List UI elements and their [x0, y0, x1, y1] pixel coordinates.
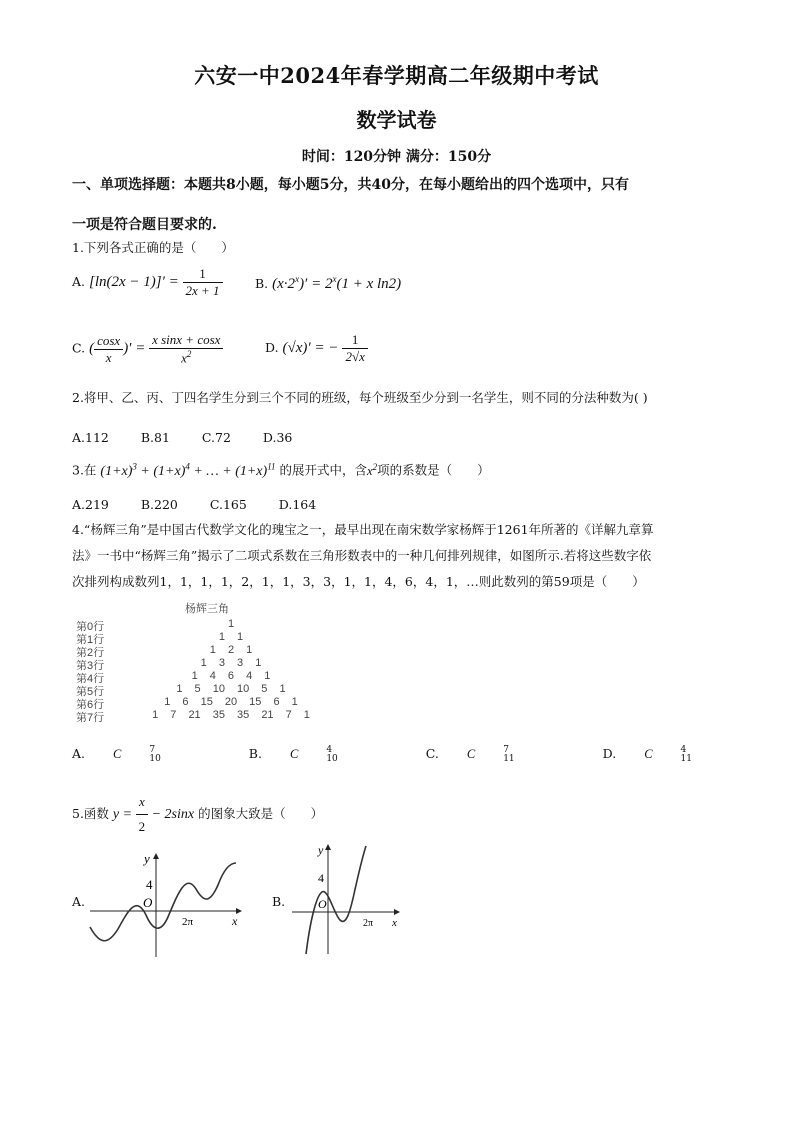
q3-option-b: B.220: [140, 497, 178, 512]
time-score: 时间：120分钟 满分：150分: [301, 149, 492, 165]
svg-text:O: O: [318, 897, 327, 911]
q4-line3: 次排列构成数列1，1，1，1，2，1，1，3，3，1，1，4，6，4，1，…则此数列的第59项是（ ）: [72, 574, 645, 589]
svg-text:2π: 2π: [182, 916, 194, 928]
q1-option-a: A. [ln(2x − 1)]′ = $\frac{1}{2x + 1}$: [72, 266, 223, 299]
q4-option-c: C. C 7 11: [425, 744, 515, 764]
q5-stem: 5.函数 y = $\frac{x}{2}$ − 2sinx 的图象大致是（ ）: [72, 790, 323, 839]
q4-option-d: D. C 4 11: [602, 744, 692, 764]
svg-text:O: O: [143, 895, 153, 910]
q3-suffix2: 项的系数是（ ）: [377, 462, 490, 478]
q2-stem: 2.将甲、乙、丙、丁四名学生分到三个不同的班级，每个班级至少分到一名学生，则不同的分法种数为( ): [72, 390, 648, 405]
q3-option-a: A.219: [72, 497, 109, 512]
q5-option-b-label: B.: [272, 894, 286, 909]
q3-option-d: D.164: [278, 497, 317, 512]
exam-subject: 数学试卷: [356, 108, 437, 132]
q3-options: [72, 493, 344, 517]
q3-stem: 3.在 $(1+x)^3 + (1+x)^4$ + … + $(1+x)^{11}$ 的展开式中，含$x^2$项的系数是（ ）: [72, 461, 490, 479]
q1-option-d: D. (√x)′ = − $\frac{1}{2√x}$: [265, 332, 368, 365]
curve-b: [306, 846, 366, 954]
q3-prefix: 3.在: [72, 462, 97, 478]
q1-c-label: C.: [72, 340, 86, 356]
q4-options: [72, 742, 776, 766]
q2-option-d: D.36: [262, 430, 293, 445]
q1-option-b: B. $(x\cdot 2^x)' = 2^x(1 + x$ ln2): [255, 274, 402, 292]
svg-text:y: y: [318, 843, 324, 857]
q4-option-b: B. C 4 10: [248, 744, 338, 764]
exam-title: 六安一中2024年春学期高二年级期中考试: [194, 63, 599, 88]
q5-graph-b: [288, 842, 408, 957]
q1-d-label: D.: [265, 340, 279, 355]
svg-text:4: 4: [146, 877, 153, 892]
svg-text:x: x: [232, 914, 238, 928]
q1-b-label: B.: [255, 276, 269, 291]
q2-option-c: C.72: [201, 430, 231, 445]
q1-stem: 1.下列各式正确的是（ ）: [72, 240, 234, 255]
triangle-title: 杨辉三角: [185, 603, 229, 615]
curve-a: [90, 863, 236, 941]
svg-text:y: y: [144, 851, 150, 866]
section-heading-line1: 一、单项选择题：本题共8小题，每小题5分，共40分，在每小题给出的四个选项中，只有: [72, 177, 629, 193]
q3-option-c: C.165: [209, 497, 247, 512]
q2-options: [72, 426, 320, 450]
svg-text:2π: 2π: [363, 918, 374, 929]
q5-graph-a: [86, 845, 246, 960]
q5-option-a-label: A.: [72, 894, 86, 909]
q4-line2: 法》一书中“杨辉三角”揭示了二项式系数在三角形数表中的一种几何排列规律，如图所示.若将这些数字依: [72, 548, 652, 563]
svg-text:4: 4: [318, 871, 324, 885]
q1-option-c: C. ( $\frac{\cos x}{x}$ )′ = $\frac{\text{x sinx + cosx}}{x^2}$: [72, 332, 223, 366]
q4-line1: 4.“杨辉三角”是中国古代数学文化的瑰宝之一，最早出现在南宋数学家杨辉于1261年所著的《详解九章算: [72, 522, 654, 537]
q2-option-a: A.112: [72, 430, 109, 445]
q3-suffix: 的展开式中，含: [279, 462, 368, 478]
q2-option-b: B.81: [140, 430, 170, 445]
svg-text:x: x: [392, 917, 397, 929]
section-heading-line2: 一项是符合题目要求的.: [72, 217, 217, 233]
q4-option-a: A. C 7 10: [72, 744, 161, 764]
q1-a-label: A.: [72, 274, 86, 289]
